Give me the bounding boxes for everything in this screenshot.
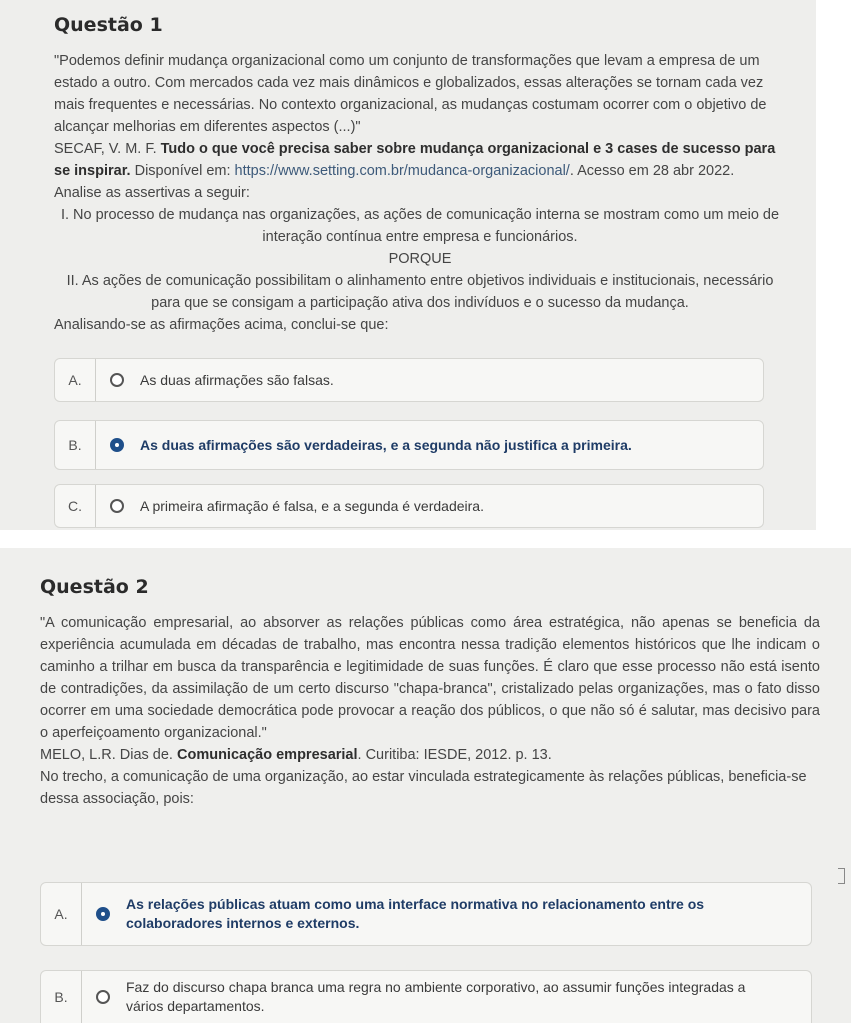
option-text: As duas afirmações são falsas. — [140, 371, 334, 388]
radio-button-selected[interactable] — [96, 907, 110, 921]
question-2-panel — [0, 548, 851, 1023]
question-1-instruction: Analise as assertivas a seguir: — [54, 185, 250, 201]
statement-2: II. As ações de comunicação possibilitam o alinhamento entre objetivos individuais e institucionais, necessário para que se consigam a participação ativa dos indivíduos e o sucesso da mudança. — [66, 273, 774, 311]
option-text: A primeira afirmação é falsa, e a segunda é verdadeira. — [140, 497, 484, 514]
question-1-body — [54, 50, 786, 336]
resize-handle-icon — [838, 868, 845, 884]
option-text: As duas afirmações são verdadeiras, e a segunda não justifica a primeira. — [140, 436, 632, 453]
reference-link[interactable]: https://www.setting.com.br/mudanca-organizacional/ — [234, 163, 570, 179]
radio-button[interactable] — [96, 990, 110, 1004]
reference-title: Comunicação empresarial — [177, 747, 358, 763]
question-1-prompt: Analisando-se as afirmações acima, conclui-se que: — [54, 317, 389, 333]
statement-1: I. No processo de mudança nas organizações, as ações de comunicação interna se mostram como um meio de interação contínua entre empresa e funcionários. — [60, 207, 780, 245]
reference-available: Disponível em: — [130, 163, 235, 179]
question-2-reference — [40, 744, 820, 766]
option-letter: A. — [55, 359, 96, 401]
reference-title: Tudo o que você precisa saber sobre mudança organizacional e 3 cases de sucesso para se inspirar. — [54, 141, 776, 179]
option-text: As relações públicas atuam como uma interface normativa no relacionamento entre os colaboradores internos e externos. — [126, 896, 705, 931]
reference-author: SECAF, V. M. F. — [54, 141, 161, 157]
option-letter: B. — [41, 971, 82, 1023]
question-2-quote: "A comunicação empresarial, ao absorver as relações públicas como área estratégica, não apenas se beneficia da experiência acumulada em décadas de trabalho, mas encontra nessa tradição elementos históricos que lhe indicam o caminho a trilhar em busca da transparência e legitimidade de suas funções. É claro que esse processo não está isento de contradições, da assimilação de um certo discurso "chapa-branca", cristalizado pelas organizações, mas o fato disso ocorrer em uma sociedade democrática pode provocar a reação dos públicos, o que não só é salutar, mas decisivo para o aperfeiçoamento organizacional." — [40, 615, 820, 741]
reference-author: MELO, L.R. Dias de. — [40, 747, 177, 763]
radio-button[interactable] — [110, 499, 124, 513]
q1-option-b[interactable] — [54, 420, 764, 470]
question-1-title: Questão 1 — [54, 14, 163, 36]
q2-option-a[interactable] — [40, 882, 812, 946]
option-letter: A. — [41, 883, 82, 945]
option-text: Faz do discurso chapa branca uma regra no ambiente corporativo, ao assumir funções integradas a vários departamentos. — [126, 979, 746, 1014]
question-2-title: Questão 2 — [40, 576, 149, 598]
reference-access: . Acesso em 28 abr 2022. — [569, 163, 735, 179]
q2-option-b[interactable] — [40, 970, 812, 1023]
question-2-text: No trecho, a comunicação de uma organização, ao estar vinculada estrategicamente às relações públicas, beneficia-se dessa associação, pois: — [40, 769, 807, 807]
option-letter: B. — [55, 421, 96, 469]
q1-option-c[interactable] — [54, 484, 764, 528]
reference-rest: . Curitiba: IESDE, 2012. p. 13. — [357, 747, 552, 763]
question-1-quote: "Podemos definir mudança organizacional como um conjunto de transformações que levam a empresa de um estado a outro. Com mercados cada vez mais dinâmicos e globalizados, essas alterações se tornam cada vez mais frequentes e necessárias. No contexto organizacional, as mudanças costumam ocorrer com o objetivo de alcançar melhorias em diferentes aspectos (...)" — [54, 53, 767, 135]
radio-button-selected[interactable] — [110, 438, 124, 452]
q1-option-a[interactable] — [54, 358, 764, 402]
option-letter: C. — [55, 485, 96, 527]
question-2-body — [40, 612, 820, 810]
radio-button[interactable] — [110, 373, 124, 387]
question-1-reference — [54, 138, 786, 182]
because-label: PORQUE — [388, 251, 452, 267]
